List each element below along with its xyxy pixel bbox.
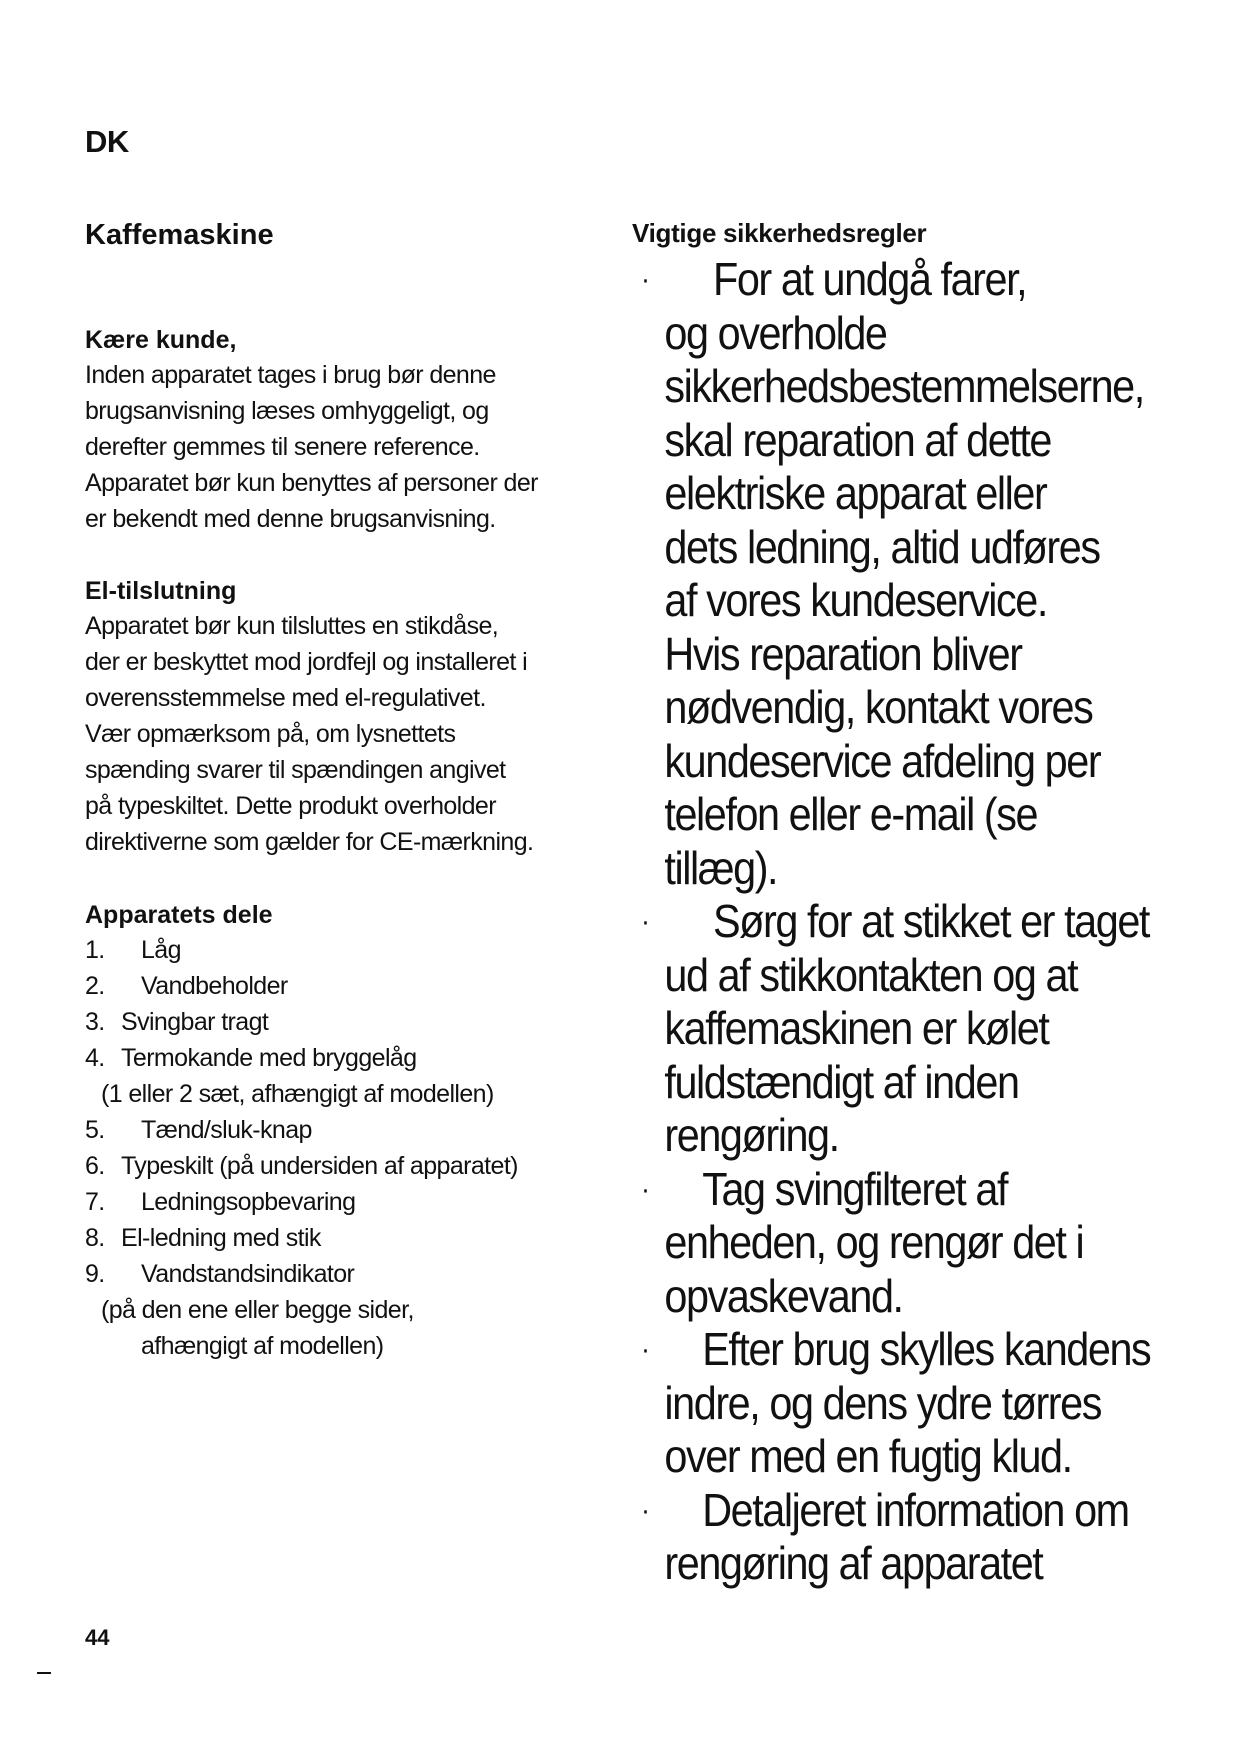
text-line: og overholde bbox=[664, 306, 887, 359]
item-number: 6. bbox=[85, 1152, 105, 1180]
el-connection-heading: El-tilslutning bbox=[85, 577, 237, 605]
parts-list-item bbox=[85, 1112, 645, 1148]
bullet-icon: · bbox=[641, 1333, 649, 1366]
bullet-icon: · bbox=[641, 1172, 649, 1206]
text-line: skal reparation af dette bbox=[664, 413, 1052, 466]
item-label: Svingbar tragt bbox=[121, 1008, 269, 1036]
text-line: Apparatet bør kun tilsluttes en stikdåse, bbox=[85, 612, 499, 640]
item-label: (1 eller 2 sæt, afhængigt af modellen) bbox=[101, 1080, 494, 1108]
parts-list-item bbox=[85, 1040, 645, 1076]
text-line: enheden, og rengør det i bbox=[664, 1216, 1084, 1268]
text-line: indre, og dens ydre tørres bbox=[664, 1376, 1101, 1429]
safety-item bbox=[632, 895, 1240, 1163]
parts-list-item bbox=[85, 1256, 645, 1292]
text-line: sikkerhedsbestemmelserne, bbox=[664, 360, 1144, 412]
safety-first-line: Detaljeret information om bbox=[702, 1483, 1129, 1536]
parts-heading: Apparatets dele bbox=[85, 901, 273, 929]
text-line: Apparatet bør kun benyttes af personer der bbox=[85, 469, 538, 497]
document-title: Kaffemaskine bbox=[85, 219, 274, 251]
text-line: af vores kundeservice. bbox=[664, 574, 1047, 626]
parts-list-item bbox=[85, 932, 645, 968]
text-line: rengøring. bbox=[664, 1109, 839, 1161]
text-line: dets ledning, altid udføres bbox=[664, 520, 1100, 573]
greeting-section bbox=[85, 323, 645, 537]
item-label: (på den ene eller begge sider, bbox=[101, 1296, 414, 1324]
text-line: kundeservice afdeling per bbox=[664, 734, 1101, 787]
text-line: over med en fugtig klud. bbox=[664, 1430, 1072, 1482]
text-line: fuldstændigt af inden bbox=[664, 1055, 1019, 1108]
safety-first-line: For at undgå farer, bbox=[713, 253, 1027, 305]
page-number: 44 bbox=[85, 1625, 110, 1650]
text-line: brugsanvisning læses omhyggeligt, og bbox=[85, 397, 489, 425]
bullet-icon: · bbox=[641, 263, 649, 296]
safety-first-line: Tag svingfilteret af bbox=[702, 1162, 1008, 1215]
parts-list-item bbox=[85, 1220, 645, 1256]
item-number: 5. bbox=[85, 1116, 105, 1144]
parts-list-item bbox=[85, 1148, 645, 1184]
item-label: El-ledning med stik bbox=[121, 1224, 321, 1252]
text-line: rengøring af apparatet bbox=[664, 1537, 1043, 1589]
language-code: DK bbox=[85, 124, 129, 159]
bullet-icon: · bbox=[641, 1493, 649, 1527]
text-line: ud af stikkontakten og at bbox=[664, 948, 1078, 1001]
item-number: 4. bbox=[85, 1044, 105, 1072]
right-column bbox=[632, 213, 1192, 1589]
text-line: telefon eller e-mail (se bbox=[664, 788, 1038, 840]
margin-mark bbox=[37, 1672, 51, 1674]
item-number: 1. bbox=[85, 936, 105, 964]
parts-section bbox=[85, 898, 645, 1364]
greeting-text bbox=[85, 357, 645, 537]
safety-list bbox=[632, 253, 1212, 1591]
text-line: Inden apparatet tages i brug bør denne bbox=[85, 361, 496, 389]
parts-list-note bbox=[85, 1328, 645, 1364]
item-label: afhængigt af modellen) bbox=[141, 1332, 384, 1360]
text-line: nødvendig, kontakt vores bbox=[664, 681, 1093, 733]
item-number: 7. bbox=[85, 1188, 105, 1216]
item-label: Tænd/sluk-knap bbox=[141, 1116, 312, 1144]
text-line: er bekendt med denne brugsanvisning. bbox=[85, 505, 496, 533]
text-line: Vær opmærksom på, om lysnettets bbox=[85, 720, 456, 748]
item-number: 2. bbox=[85, 972, 105, 1000]
item-label: Vandbeholder bbox=[141, 972, 288, 1000]
text-line: opvaskevand. bbox=[664, 1269, 903, 1322]
text-line: overensstemmelse med el-regulativet. bbox=[85, 684, 486, 712]
safety-item bbox=[632, 1484, 1240, 1591]
parts-list bbox=[85, 932, 645, 1364]
parts-list-note bbox=[85, 1076, 645, 1112]
text-line: derefter gemmes til senere reference. bbox=[85, 433, 480, 461]
text-line: spænding svarer til spændingen angivet bbox=[85, 756, 506, 784]
greeting-heading: Kære kunde, bbox=[85, 326, 237, 354]
parts-list-item bbox=[85, 968, 645, 1004]
safety-item bbox=[632, 1323, 1240, 1484]
text-line: direktiverne som gælder for CE-mærkning. bbox=[85, 828, 534, 856]
safety-first-line: Efter brug skylles kandens bbox=[702, 1323, 1151, 1375]
text-line: kaffemaskinen er kølet bbox=[664, 1002, 1049, 1054]
parts-list-item bbox=[85, 1004, 645, 1040]
safety-heading: Vigtige sikkerhedsregler bbox=[632, 218, 927, 248]
parts-list-item bbox=[85, 1184, 645, 1220]
item-number: 9. bbox=[85, 1260, 105, 1288]
parts-list-note bbox=[85, 1292, 645, 1328]
el-connection-text bbox=[85, 608, 645, 860]
item-number: 3. bbox=[85, 1008, 105, 1036]
item-label: Låg bbox=[141, 936, 181, 964]
text-line: der er beskyttet mod jordfejl og installeret i bbox=[85, 648, 528, 676]
item-label: Termokande med bryggelåg bbox=[121, 1044, 417, 1072]
item-number: 8. bbox=[85, 1224, 105, 1252]
safety-item bbox=[632, 1163, 1240, 1324]
left-column bbox=[85, 213, 605, 1360]
item-label: Ledningsopbevaring bbox=[141, 1188, 356, 1216]
text-line: Hvis reparation bliver bbox=[664, 627, 1022, 680]
text-line: elektriske apparat eller bbox=[664, 467, 1047, 519]
safety-item bbox=[632, 253, 1240, 895]
bullet-icon: · bbox=[641, 905, 649, 938]
text-line: på typeskiltet. Dette produkt overholder bbox=[85, 792, 496, 820]
item-label: Typeskilt (på undersiden af apparatet) bbox=[121, 1152, 518, 1180]
item-label: Vandstandsindikator bbox=[141, 1260, 355, 1288]
safety-first-line: Sørg for at stikket er taget bbox=[713, 895, 1149, 947]
el-connection-section bbox=[85, 574, 645, 860]
text-line: tillæg). bbox=[664, 841, 778, 894]
